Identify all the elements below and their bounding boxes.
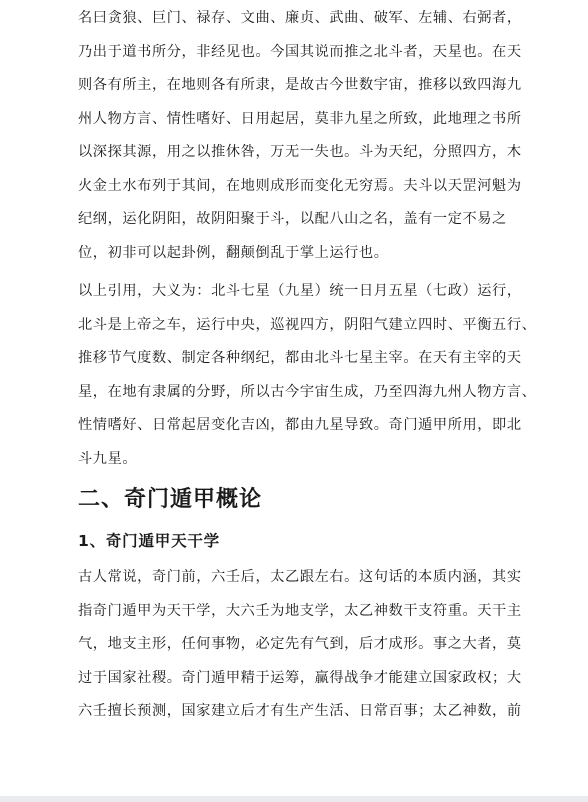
text-line: 以深探其源，用之以推休咎，万无一失也。斗为天纪，分照四方，木 — [78, 144, 522, 160]
text-line: 乃出于道书所分，非经见也。今国其说而推之北斗者，天星也。在天 — [78, 43, 522, 60]
text-line: 位，初非可以起卦例，翻颠倒乱于掌上运行也。 — [78, 244, 389, 261]
text-line: 则各有所主，在地则各有所隶，是故古今世数宇宙，推移以致四海九 — [78, 77, 522, 93]
page-bottom-edge — [0, 796, 588, 802]
text-line: 指奇门遁甲为天干学，大六壬为地支学，太乙神数干支符重。天干主 — [78, 602, 522, 619]
paragraph-tiangan-intro — [78, 561, 530, 729]
text-line: 火金土水布列于其间，在地则成形而变化无穷焉。夫斗以天罡河魁为 — [78, 177, 522, 194]
text-line: 性情嗜好、日常起居变化吉凶，都由九星导致。奇门遁甲所用，即北 — [78, 417, 522, 433]
text-line: 星，在地有隶属的分野，所以古今宇宙生成，乃至四海九州人物方言、 — [78, 383, 537, 400]
text-line: 六壬擅长预测，国家建立后才有生产生活、日常百事；太乙神数，前 — [78, 703, 522, 719]
section-heading: 二、奇门遁甲概论 — [78, 487, 263, 512]
text-line: 气，地支主形，任何事物，必定先有气到，后才成形。事之大者，莫 — [78, 636, 522, 652]
text-line: 推移节气度数、制定各种纲纪，都由北斗七星主宰。在天有主宰的天 — [78, 350, 522, 366]
text-line: 以上引用，大义为：北斗七星（九星）统一日月五星（七政）运行， — [78, 283, 522, 299]
text-line: 北斗是上帝之车，运行中央，巡视四方，阴阳气建立四时、平衡五行、 — [78, 316, 537, 333]
text-line: 纪纲，运化阴阳，故阴阳聚于斗，以配八山之名，盖有一定不易之 — [78, 211, 507, 227]
text-line: 斗九星。 — [78, 450, 138, 467]
paragraph-explanation — [78, 275, 537, 476]
text-line: 州人物方言、情性嗜好、日用起居，莫非九星之所致，此地理之书所 — [78, 110, 522, 127]
text-line: 古人常说，奇门前，六壬后，太乙跟左右。这句话的本质内涵，其实 — [78, 569, 522, 585]
text-line: 过于国家社稷。奇门遁甲精于运筹，赢得战争才能建立国家政权；大 — [78, 669, 522, 686]
paragraph-nine-stars-quote — [78, 2, 530, 270]
text-line: 名曰贪狼、巨门、禄存、文曲、廉贞、武曲、破军、左辅、右弼者， — [78, 10, 522, 26]
subsection-heading: 1、奇门遁甲天干学 — [78, 532, 220, 550]
